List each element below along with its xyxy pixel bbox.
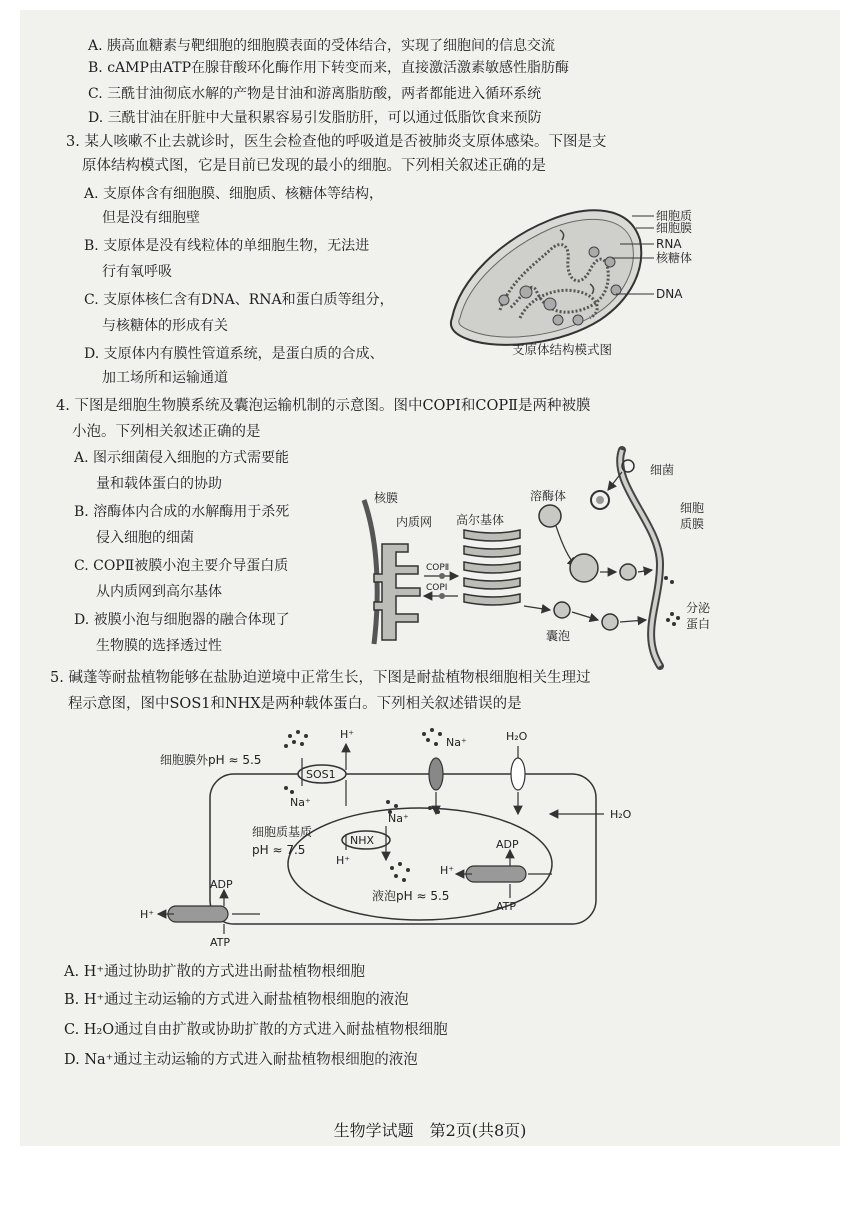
mycoplasma-label-ribosome: 核糖体 <box>656 251 693 265</box>
label-outside-ph: 细胞膜外pH ≈ 5.5 <box>160 753 262 767</box>
label-h-nhx: H⁺ <box>336 854 351 867</box>
mycoplasma-label-dna: DNA <box>656 287 683 301</box>
q5-stem-line2: 程示意图，图中SOS1和NHX是两种载体蛋白。下列相关叙述错误的是 <box>68 696 522 712</box>
label-vesicle: 囊泡 <box>546 629 571 643</box>
q3-option-c: C. 支原体核仁含有DNA、RNA和蛋白质等组分， <box>84 292 394 308</box>
mycoplasma-caption: 支原体结构模式图 <box>512 342 613 357</box>
label-secreted-2: 蛋白 <box>686 617 711 631</box>
prev-option-c: C. 三酰甘油彻底水解的产物是甘油和游离脂肪酸，两者都能进入循环系统 <box>88 86 542 102</box>
q5-option-a: A. H⁺通过协助扩散的方式进出耐盐植物根细胞 <box>64 964 365 980</box>
mycoplasma-label-membrane: 细胞膜 <box>656 221 693 235</box>
label-atp-vac: ATP <box>496 900 517 913</box>
q3-option-b-cont: 行有氧呼吸 <box>102 264 172 280</box>
label-bacteria: 细菌 <box>650 463 675 477</box>
q3-option-b: B. 支原体是没有线粒体的单细胞生物，无法进 <box>84 238 370 254</box>
label-h2o-right: H₂O <box>610 808 632 821</box>
label-matrix-ph: pH ≈ 7.5 <box>252 843 306 857</box>
q5-option-b: B. H⁺通过主动运输的方式进入耐盐植物根细胞的液泡 <box>64 992 409 1008</box>
q5-stem-line1: 5. 碱蓬等耐盐植物能够在盐胁迫逆境中正常生长，下图是耐盐植物根细胞相关生理过 <box>50 670 591 686</box>
prev-option-a: A. 胰高血糖素与靶细胞的细胞膜表面的受体结合，实现了细胞间的信息交流 <box>88 38 556 54</box>
label-atp-pm: ATP <box>210 936 231 949</box>
label-vacuole-ph: 液泡pH ≈ 5.5 <box>372 889 450 903</box>
q4-option-b-cont: 侵入细胞的细菌 <box>96 530 194 546</box>
label-na-2: Na⁺ <box>446 736 467 749</box>
label-nuclear-membrane: 核膜 <box>374 491 399 505</box>
label-plasma-membrane-2: 质膜 <box>680 517 705 531</box>
label-h-vac: H⁺ <box>440 864 455 877</box>
label-lysosome: 溶酶体 <box>530 489 567 503</box>
q5-option-c: C. H₂O通过自由扩散或协助扩散的方式进入耐盐植物根细胞 <box>64 1022 448 1038</box>
q4-option-b: B. 溶酶体内合成的水解酶用于杀死 <box>74 504 290 520</box>
label-er: 内质网 <box>396 515 433 529</box>
q3-option-d: D. 支原体内有膜性管道系统，是蛋白质的合成、 <box>84 346 384 362</box>
q3-option-a: A. 支原体含有细胞膜、细胞质、核糖体等结构， <box>84 186 384 202</box>
q4-stem-line2: 小泡。下列相关叙述正确的是 <box>72 424 261 440</box>
label-plasma-membrane-1: 细胞 <box>680 501 705 515</box>
q3-stem-line2: 原体结构模式图，它是目前已发现的最小的细胞。下列相关叙述正确的是 <box>82 158 546 174</box>
q4-option-a-cont: 量和载体蛋白的协助 <box>96 476 222 492</box>
q5-option-d: D. Na⁺通过主动运输的方式进入耐盐植物根细胞的液泡 <box>64 1052 418 1068</box>
label-cop2: COPⅡ <box>426 563 450 573</box>
label-adp-vac: ADP <box>496 838 519 851</box>
label-cop1: COPⅠ <box>426 583 448 593</box>
q3-option-c-cont: 与核糖体的形成有关 <box>102 318 228 334</box>
label-secreted-1: 分泌 <box>686 601 711 615</box>
q3-option-a-cont: 但是没有细胞壁 <box>102 210 200 226</box>
root-cell-figure <box>140 722 660 952</box>
q4-option-a: A. 图示细菌侵入细胞的方式需要能 <box>74 450 290 466</box>
label-nhx: NHX <box>350 834 375 847</box>
mycoplasma-figure <box>440 200 720 360</box>
prev-option-d: D. 三酰甘油在肝脏中大量积累容易引发脂肪肝，可以通过低脂饮食来预防 <box>88 110 542 126</box>
prev-option-b: B. cAMP由ATP在腺苷酸环化酶作用下转变而来，直接激活激素敏感性脂肪酶 <box>88 60 569 76</box>
page-footer: 生物学试题 第2页(共8页) <box>333 1121 527 1140</box>
q4-option-d-cont: 生物膜的选择透过性 <box>96 638 222 654</box>
label-adp-pm: ADP <box>210 878 233 891</box>
q3-stem-line1: 3. 某人咳嗽不止去就诊时，医生会检查他的呼吸道是否被肺炎支原体感染。下图是支 <box>66 134 607 150</box>
q4-option-d: D. 被膜小泡与细胞器的融合体现了 <box>74 612 290 628</box>
label-golgi: 高尔基体 <box>456 513 505 527</box>
label-matrix: 细胞质基质 <box>252 825 313 839</box>
mycoplasma-label-cytoplasm: 细胞质 <box>656 209 693 223</box>
label-h-pm: H⁺ <box>140 908 155 921</box>
label-na-3: Na⁺ <box>388 812 409 825</box>
q4-stem-line1: 4. 下图是细胞生物膜系统及囊泡运输机制的示意图。图中COPⅠ和COPⅡ是两种被膜 <box>56 398 591 414</box>
label-na-1: Na⁺ <box>290 796 311 809</box>
label-sos1: SOS1 <box>306 768 336 781</box>
label-h-out: H⁺ <box>340 728 355 741</box>
vesicle-transport-figure <box>360 444 740 670</box>
mycoplasma-label-rna: RNA <box>656 237 682 251</box>
label-h2o-top: H₂O <box>506 730 528 743</box>
q4-option-c: C. COPⅡ被膜小泡主要介导蛋白质 <box>74 558 289 574</box>
q3-option-d-cont: 加工场所和运输通道 <box>102 370 228 386</box>
q4-option-c-cont: 从内质网到高尔基体 <box>96 584 222 600</box>
